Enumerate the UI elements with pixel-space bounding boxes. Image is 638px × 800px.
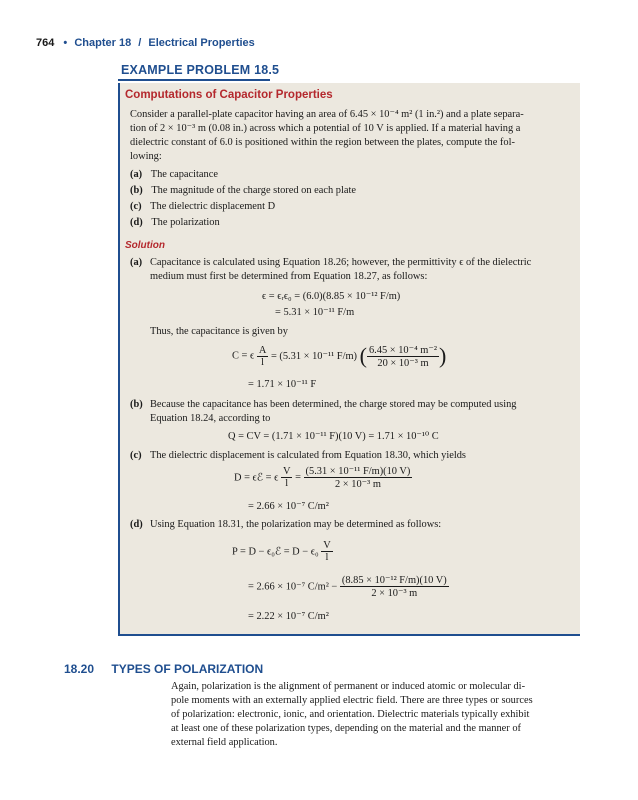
section-heading <box>64 662 263 676</box>
eq-a3-left: C = ϵ <box>232 350 255 362</box>
part-item <box>130 216 220 230</box>
part-d-label: (d) <box>130 519 143 530</box>
part-item <box>130 200 275 214</box>
part-a-thus: Thus, the capacitance is given by <box>150 326 288 337</box>
eq-c-left: D = ϵℰ = ϵ <box>234 472 279 484</box>
eq-d1-left: P = D − ϵ₀ℰ = D − ϵ₀ <box>232 546 319 558</box>
section-line: of polarization: electronic, ionic, and orientation. Dielectric materials typically exhibit <box>171 709 530 720</box>
frac-num: V <box>282 466 291 477</box>
part-b-line: Equation 18.24, according to <box>150 413 271 424</box>
solution-label: Solution <box>125 240 165 251</box>
fraction-v-over-l <box>281 466 293 489</box>
frac-num: 6.45 × 10⁻⁴ m⁻² <box>368 344 437 356</box>
section-number: 18.20 <box>64 662 95 676</box>
part-a-label: (a) <box>130 257 143 268</box>
frac-num: A <box>258 344 267 356</box>
part-text: The dielectric displacement D <box>150 201 276 212</box>
part-b-label: (b) <box>130 399 143 410</box>
frac-den: l <box>261 356 265 368</box>
part-label: (b) <box>130 185 143 196</box>
eq-a3-mid: = (5.31 × 10⁻¹¹ F/m) <box>270 351 358 362</box>
example-label: EXAMPLE PROBLEM 18.5 <box>121 63 280 77</box>
equation-a2: = 5.31 × 10⁻¹¹ F/m <box>275 307 355 318</box>
part-d-line: Using Equation 18.31, the polarization may be determined as follows: <box>150 519 442 530</box>
frac-den: l <box>325 552 329 563</box>
intro-line: tion of 2 × 10⁻³ m (0.08 in.) across which a potential of 10 V is applied. If a material having a <box>130 123 521 134</box>
equation-a3 <box>232 343 446 369</box>
left-paren: ( <box>359 343 367 368</box>
equation-d2 <box>248 574 449 599</box>
fraction-a-over-l <box>257 345 269 368</box>
section-line: at least one of these polarization types, depending on the material and the manner of <box>171 723 521 734</box>
equation-a4: = 1.71 × 10⁻¹¹ F <box>248 379 317 390</box>
section-line: external field application. <box>171 737 278 748</box>
equation-c1 <box>234 465 412 490</box>
page-number: 764 <box>36 37 55 49</box>
part-c-label: (c) <box>130 450 142 461</box>
part-c-line: The dielectric displacement is calculated from Equation 18.30, which yields <box>150 450 466 461</box>
header-slash: / <box>138 37 142 49</box>
equation-a1: ϵ = ϵᵣϵ₀ = (6.0)(8.85 × 10⁻¹² F/m) <box>262 291 401 302</box>
part-a-line: medium must first be determined from Equation 18.27, as follows: <box>150 271 428 282</box>
intro-line: dielectric constant of 6.0 is positioned within the region between the plates, compute the fol- <box>130 137 515 148</box>
section-line: Again, polarization is the alignment of permanent or induced atomic or molecular di- <box>171 681 526 692</box>
frac-num: (5.31 × 10⁻¹¹ F/m)(10 V) <box>305 466 411 477</box>
frac-num: (8.85 × 10⁻¹² F/m)(10 V) <box>341 575 447 586</box>
part-item <box>130 168 218 182</box>
part-label: (c) <box>130 201 142 212</box>
part-b-line: Because the capacitance has been determined, the charge stored may be computed using <box>150 399 517 410</box>
intro-line: lowing: <box>130 151 162 162</box>
frac-den: 2 × 10⁻³ m <box>371 588 418 599</box>
right-paren: ) <box>438 343 447 368</box>
header-bullet: • <box>63 37 68 49</box>
part-text: The polarization <box>151 217 220 228</box>
equation-d1 <box>232 540 333 563</box>
part-item <box>130 184 356 198</box>
chapter-title: Electrical Properties <box>148 37 255 49</box>
example-rule <box>118 79 270 81</box>
equation-c2: = 2.66 × 10⁻⁷ C/m² <box>248 501 329 512</box>
eq-c-equals: = <box>295 472 301 483</box>
equation-d3: = 2.22 × 10⁻⁷ C/m² <box>248 611 329 622</box>
fraction-c-value <box>304 465 413 490</box>
fraction-area-over-sep <box>367 344 439 369</box>
section-title: TYPES OF POLARIZATION <box>111 662 264 676</box>
example-title: Computations of Capacitor Properties <box>125 89 333 101</box>
chapter-label: Chapter 18 <box>74 37 132 49</box>
frac-den: 20 × 10⁻³ m <box>377 357 429 369</box>
equation-b: Q = CV = (1.71 × 10⁻¹¹ F)(10 V) = 1.71 × 10⁻¹⁰ C <box>228 431 439 442</box>
frac-num: V <box>323 540 331 551</box>
fraction-v-over-l <box>321 540 333 563</box>
intro-line: Consider a parallel-plate capacitor having an area of 6.45 × 10⁻⁴ m² (1 in.²) and a plate separa- <box>130 109 524 120</box>
running-header <box>36 37 255 49</box>
section-line: pole moments with an externally applied electric field. There are three types or sources <box>171 695 533 706</box>
fraction-d-value <box>340 574 449 599</box>
part-a-line: Capacitance is calculated using Equation 18.26; however, the permittivity ϵ of the dielectric <box>150 257 532 268</box>
eq-d2-left: = 2.66 × 10⁻⁷ C/m² − <box>248 581 338 593</box>
frac-den: l <box>285 478 289 489</box>
part-text: The capacitance <box>150 169 218 180</box>
part-text: The magnitude of the charge stored on each plate <box>151 185 356 196</box>
part-label: (d) <box>130 217 143 228</box>
part-label: (a) <box>130 169 143 180</box>
frac-den: 2 × 10⁻³ m <box>335 479 381 490</box>
